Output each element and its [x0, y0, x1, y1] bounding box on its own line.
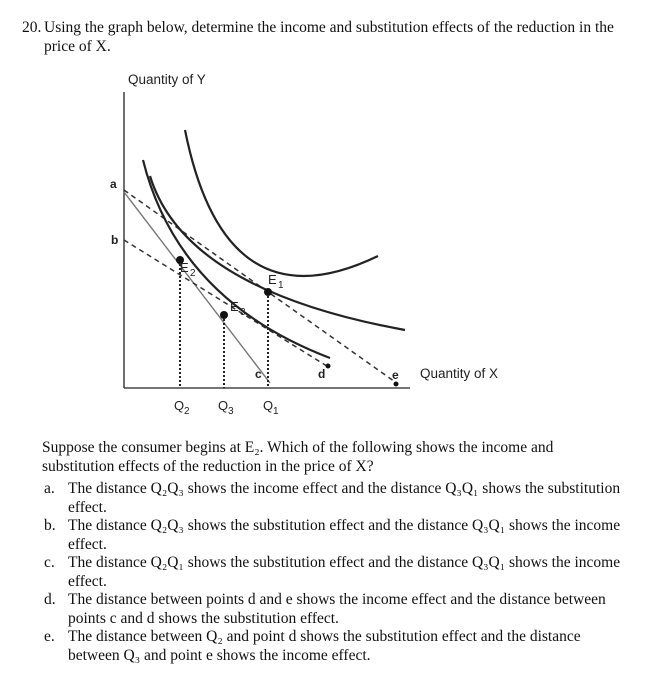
option-letter: c. [44, 554, 55, 571]
svg-text:2: 2 [190, 268, 196, 279]
tick-q3 [218, 398, 234, 417]
option-text: The distance between Q₂ and point d shows the substitution effect and the distance between Q₃ and point e shows the income effect. [68, 628, 581, 664]
option-text: The distance between points d and e shows the income effect and the distance between points c and d shows the substitution effect. [68, 591, 606, 627]
option-e[interactable] [42, 628, 627, 665]
svg-text:Q: Q [174, 398, 185, 413]
svg-text:E: E [230, 299, 239, 314]
svg-text:Q: Q [218, 398, 229, 413]
label-E1 [268, 272, 284, 291]
question-stem: Suppose the consumer begins at E₂. Which of the following shows the income and substitution effects of the reduction in the price of X? [42, 439, 554, 475]
option-text: The distance Q₂Q₃ shows the substitution effect and the distance Q₃Q₁ shows the income effect. [68, 517, 621, 553]
svg-text:Q: Q [263, 398, 274, 413]
label-c: c [255, 367, 262, 381]
budget-line-compensated [124, 240, 330, 368]
svg-text:E: E [268, 272, 277, 287]
label-b: b [111, 233, 119, 247]
svg-text:E: E [180, 260, 189, 275]
option-letter: d. [44, 591, 56, 608]
x-axis-label: Quantity of X [420, 366, 499, 381]
svg-text:2: 2 [184, 406, 190, 417]
point-e1 [264, 288, 272, 296]
indifference-curve-low [143, 160, 330, 358]
label-E3 [230, 299, 246, 318]
option-text: The distance Q₂Q₃ shows the income effect and the distance Q₃Q₁ shows the substitution effect. [68, 480, 621, 516]
question-number: 20. [22, 19, 42, 36]
label-d: d [318, 367, 326, 381]
label-e: e [392, 368, 399, 382]
tick-q2 [174, 398, 190, 417]
y-axis-label: Quantity of Y [128, 72, 206, 87]
indifference-curve-mid [150, 176, 405, 330]
question-prompt: Using the graph below, determine the income and substitution effects of the reduction in the price of X. [44, 19, 614, 55]
point-e3 [220, 311, 228, 319]
option-letter: b. [44, 517, 56, 534]
option-text: The distance Q₂Q₁ shows the substitution effect and the distance Q₃Q₁ shows the income effect. [68, 554, 621, 590]
answer-options [42, 480, 627, 665]
option-letter: e. [44, 628, 55, 645]
option-b[interactable] [42, 517, 627, 554]
tick-q1 [263, 398, 279, 417]
svg-text:1: 1 [273, 406, 279, 417]
option-c[interactable] [42, 554, 627, 591]
svg-text:1: 1 [278, 280, 284, 291]
svg-text:3: 3 [228, 406, 234, 417]
budget-line-original [124, 192, 270, 383]
point-e [394, 382, 399, 387]
point-d [326, 364, 331, 369]
option-letter: a. [44, 480, 55, 497]
option-d[interactable] [42, 591, 627, 628]
svg-text:3: 3 [240, 307, 246, 318]
label-a: a [110, 177, 117, 191]
option-a[interactable] [42, 480, 627, 517]
